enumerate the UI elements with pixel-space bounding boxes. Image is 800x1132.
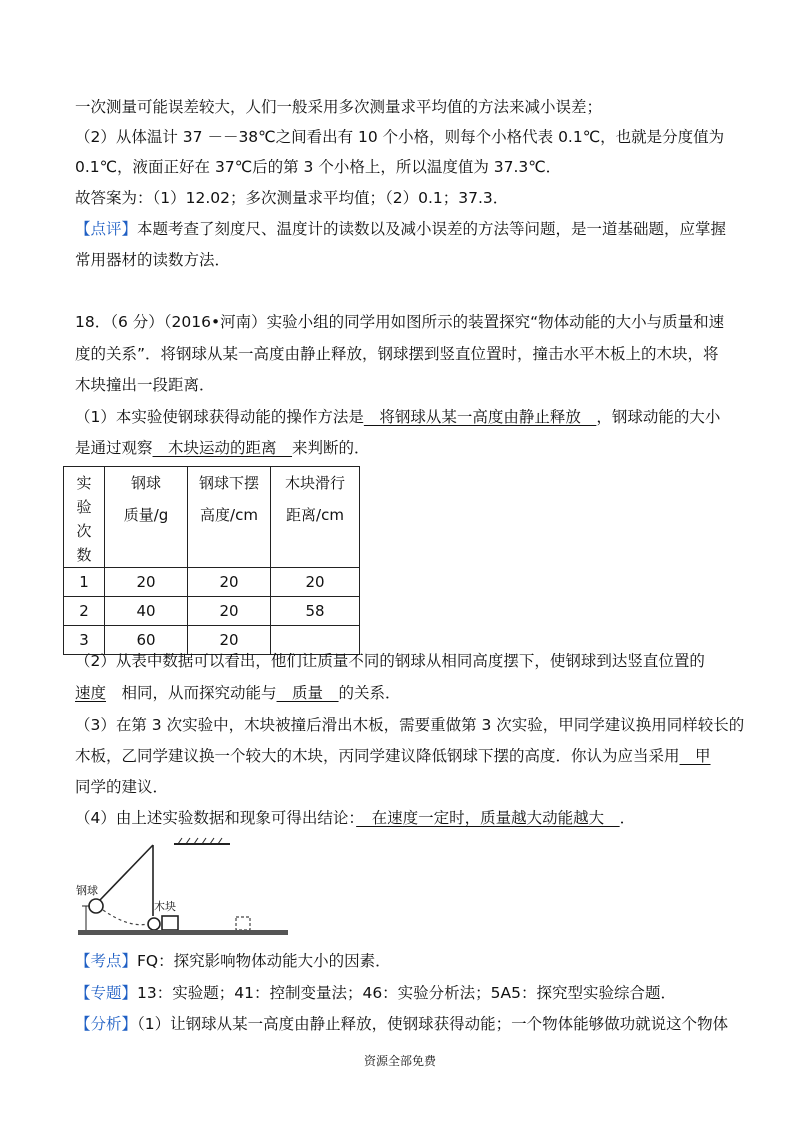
data-table xyxy=(63,466,360,655)
table-cell: 20 xyxy=(188,568,271,597)
text-span: （1）本实验使钢球获得动能的操作方法是 xyxy=(75,408,364,426)
answer-blank: 质量 xyxy=(276,684,339,702)
text-line: 一次测量可能误差较大，人们一般采用多次测量求平均值的方法来减小误差； xyxy=(75,98,603,116)
header-text: 钢球下摆 xyxy=(198,474,259,492)
wood-block-moved xyxy=(236,917,250,930)
header-text: 距离/cm xyxy=(286,506,344,524)
table-cell: 60 xyxy=(105,626,188,655)
label-ball: 钢球 xyxy=(76,884,98,897)
topic-text: 13：实验题；41：控制变量法；46：实验分析法；5A5：探究型实验综合题． xyxy=(137,984,677,1002)
answer-blank: 木块运动的距离 xyxy=(152,439,293,457)
page-footer: 资源全部免费 xyxy=(363,1054,436,1068)
table-cell: 40 xyxy=(105,597,188,626)
question-line: 木块撞出一段距离． xyxy=(75,376,215,394)
analysis-text: （1）让钢球从某一高度由静止释放，使钢球获得动能；一个物体能够做功就说这个物体 xyxy=(137,1015,729,1033)
steel-ball-raised xyxy=(89,899,103,913)
text-span: 木板，乙同学建议换一个较大的木块，丙同学建议降低钢球下摆的高度．你认为应当采用 xyxy=(75,747,680,765)
header-text: 钢球 xyxy=(130,474,161,492)
text-line: 常用器材的读数方法． xyxy=(75,251,231,269)
topic-tag: 【专题】 xyxy=(75,984,138,1002)
text-span: 来判断的． xyxy=(292,439,370,457)
header-text: 次 xyxy=(76,522,92,540)
answer-line: 故答案为：（1）12.02；多次测量求平均值；（2）0.1；37.3． xyxy=(75,189,509,207)
table-cell: 3 xyxy=(64,626,105,655)
question-line: 18．（6 分）（2016•河南）实验小组的同学用如图所示的装置探究“物体动能的大小与质量和速 xyxy=(75,313,725,331)
table-cell: 1 xyxy=(64,568,105,597)
table-cell: 2 xyxy=(64,597,105,626)
wood-board xyxy=(78,930,288,935)
answer-blank: 将钢球从某一高度由静止释放 xyxy=(363,408,597,426)
question-line: 度的关系”．将钢球从某一高度由静止释放，钢球摆到竖直位置时，撞击水平木板上的木块，将 xyxy=(75,345,719,363)
comment-tag: 【点评】 xyxy=(75,220,138,238)
answer-blank: 在速度一定时，质量越大动能越大 xyxy=(356,809,620,827)
text-line: （2）从体温计 37 －－38℃之间看出有 10 个小格，则每个小格代表 0.1℃，也就是分度值为 xyxy=(75,128,725,146)
table-row xyxy=(64,597,360,626)
table-cell: 20 xyxy=(188,626,271,655)
text-line: （2）从表中数据可以看出，他们让质量不同的钢球从相同高度摆下，使钢球到达竖直位置的 xyxy=(75,652,705,670)
text-span: 的关系． xyxy=(338,684,401,702)
table-header-cell xyxy=(188,467,271,568)
text-line: 同学的建议． xyxy=(75,778,169,796)
answer-blank: 甲 xyxy=(679,747,711,765)
table-cell: 20 xyxy=(188,597,271,626)
key-point-line xyxy=(75,950,391,972)
header-text: 质量/g xyxy=(123,506,169,524)
table-header-row xyxy=(64,467,360,568)
header-text: 数 xyxy=(76,546,92,564)
table-cell: 20 xyxy=(271,568,360,597)
comment-line xyxy=(75,218,726,240)
header-text: 木块滑行 xyxy=(284,474,345,492)
text-span: 是通过观察 xyxy=(75,439,153,457)
pendulum-figure xyxy=(74,836,294,942)
header-text: 实 xyxy=(76,474,92,492)
text-span: ． xyxy=(619,809,636,827)
text-line: （3）在第 3 次实验中，木块被撞后滑出木板，需要重做第 3 次实验，甲同学建议换用同样较长的 xyxy=(75,716,745,734)
analysis-line xyxy=(75,1013,728,1035)
topic-line xyxy=(75,982,676,1004)
header-text: 验 xyxy=(76,498,92,516)
table-cell: 20 xyxy=(105,568,188,597)
answer-blank: 速度 xyxy=(75,684,107,702)
header-text: 高度/cm xyxy=(200,506,258,524)
key-point-tag: 【考点】 xyxy=(75,952,138,970)
table-row xyxy=(64,568,360,597)
analysis-tag: 【分析】 xyxy=(75,1015,138,1033)
text-span: ，钢球动能的大小 xyxy=(596,408,721,426)
text-line: 0.1℃，液面正好在 37℃后的第 3 个小格上，所以温度值为 37.3℃． xyxy=(75,158,562,176)
table-cell: 58 xyxy=(271,597,360,626)
text-span: 相同，从而探究动能与 xyxy=(106,684,277,702)
key-point-text: FQ：探究影响物体动能大小的因素． xyxy=(137,952,391,970)
part4-line xyxy=(75,807,635,829)
text-span: （4）由上述实验数据和现象可得出结论： xyxy=(75,809,357,827)
steel-ball-bottom xyxy=(148,918,160,930)
comment-text: 本题考查了刻度尺、温度计的读数以及减小误差的方法等问题，是一道基础题，应掌握 xyxy=(137,220,727,238)
string-raised xyxy=(100,845,153,900)
table-header-cell xyxy=(105,467,188,568)
table-header-cell xyxy=(271,467,360,568)
part3-line xyxy=(75,745,711,767)
wood-block xyxy=(162,916,178,930)
part1-line xyxy=(75,437,370,459)
table-header-cell xyxy=(64,467,105,568)
swing-path xyxy=(103,910,148,925)
part2-line xyxy=(75,682,401,704)
part1-line xyxy=(75,406,720,428)
label-block: 木块 xyxy=(154,900,176,913)
